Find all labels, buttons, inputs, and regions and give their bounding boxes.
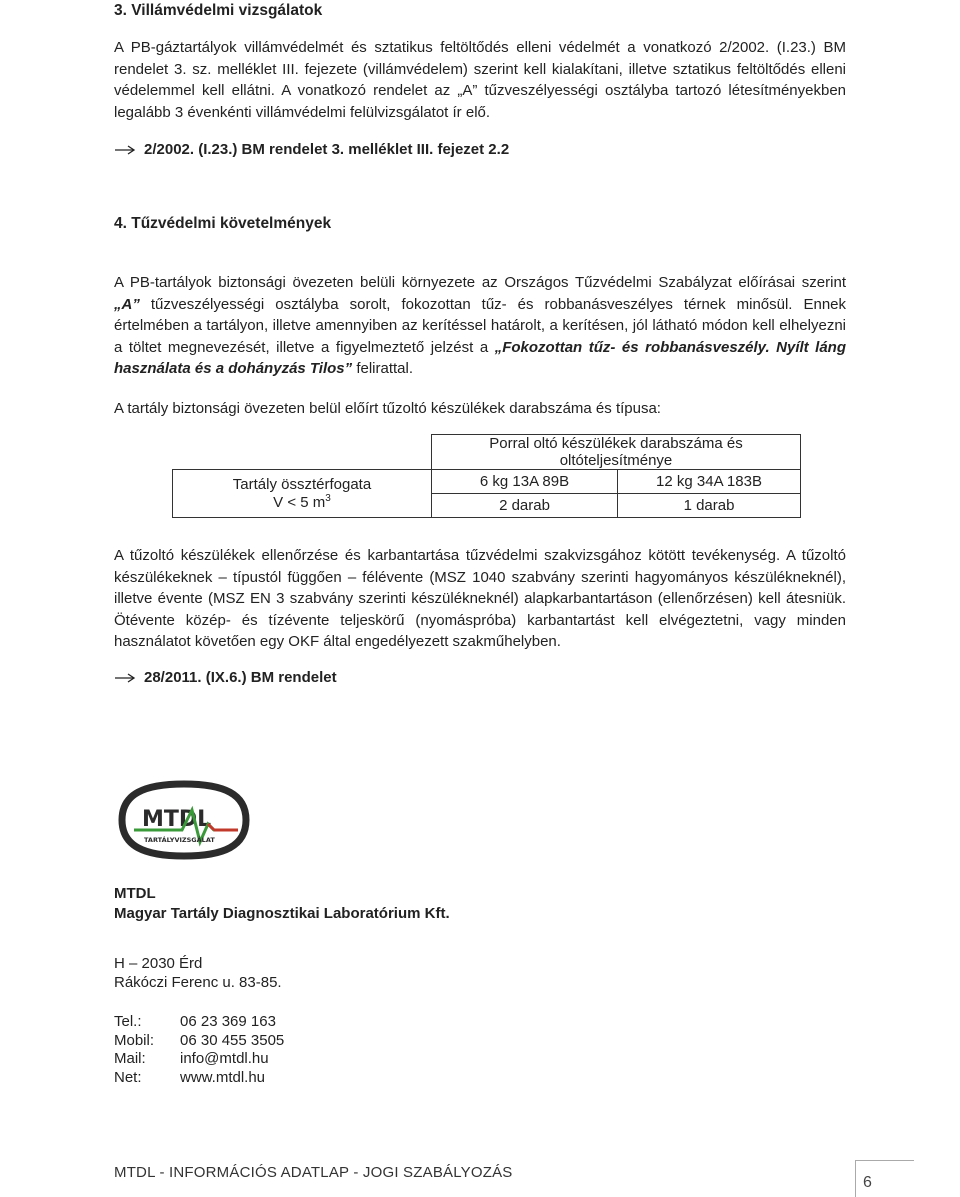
reference-text: 28/2011. (IX.6.) BM rendelet <box>144 669 337 686</box>
footer-text: MTDL - INFORMÁCIÓS ADATLAP - JOGI SZABÁLYOZÁS <box>114 1164 513 1181</box>
warning-text: „Fokozottan tűz- és robbanásveszély. Nyílt láng használata és a dohányzás Tilos” <box>114 338 847 377</box>
contact-tel <box>114 1013 450 1032</box>
bold-text: „A” <box>114 295 140 313</box>
mobil-label: Mobil: <box>114 1031 155 1049</box>
contact-net <box>114 1069 450 1088</box>
arrow-right-icon <box>114 144 136 156</box>
text-span: A PB-tartályok biztonsági övezeten belüli környezete az Országos Tűzvédelmi Szabályzat előírásai szerint <box>114 274 846 291</box>
net-label: Net: <box>114 1068 142 1086</box>
section-4-paragraph-3: A tűzoltó készülékek ellenőrzése és karbantartása tűzvédelmi szakvizsgához kötött tevékenység. A tűzoltó készülékeknek – típustól függően – félévente (MSZ 1040 szabvány szerinti hagyományos készülékneknél), illetve évente (MSZ EN 3 szabvány szerinti készülékneknél) alapkarbantartáson (ellenőrzésen) kell átesniük. Ötévente közép- és tízévente teljeskörű (nyomáspróba) karbantartást kell elvégeztetni, vagy minden használatot követően egy OKF által engedélyezett szakműhelyben. <box>114 547 846 650</box>
tel-value: 06 23 369 163 <box>180 1013 276 1030</box>
section-4-paragraph-1 <box>114 272 846 380</box>
section-3-reference <box>114 141 509 158</box>
contact-mobil <box>114 1032 450 1051</box>
table-col-2-header: 12 kg 34A 183B <box>618 470 801 494</box>
row-label-line-1: Tartály össztérfogata <box>232 476 372 493</box>
company-short: MTDL <box>114 885 156 902</box>
page-number: 6 <box>863 1174 872 1191</box>
extinguisher-table <box>172 434 801 518</box>
address-line-1: H – 2030 Érd <box>114 955 203 972</box>
company-name: Magyar Tartály Diagnosztikai Laboratórium Kft. <box>114 904 450 922</box>
section-3-title: 3. Villámvédelmi vizsgálatok <box>114 2 323 19</box>
company-block <box>114 885 450 1087</box>
tel-label: Tel.: <box>114 1013 142 1030</box>
section-4-paragraph-2: A tartály biztonsági övezeten belül előírt tűzoltó készülékek darabszáma és típusa: <box>114 400 661 417</box>
table-cell-1: 2 darab <box>432 494 618 518</box>
table-col-1-header: 6 kg 13A 89B <box>432 470 618 494</box>
reference-text: 2/2002. (I.23.) BM rendelet 3. melléklet III. fejezet 2.2 <box>144 141 510 158</box>
contact-mail <box>114 1050 450 1069</box>
mail-link[interactable]: info@mtdl.hu <box>180 1050 269 1067</box>
mtdl-logo <box>114 780 254 860</box>
arrow-right-icon <box>114 672 136 684</box>
superscript: 3 <box>325 493 331 504</box>
text-span: tűzveszélyességi osztályba sorolt, fokozottan tűz- és robbanásveszélyes térnek minősül. Ennek értelmében a tartályon, illetve amennyiben az kerítéssel határolt, a kerítésen, jól látható módon kell elhelyezni a töltet megnevezését, illetve a figyelmeztető jelzést a <box>114 295 847 356</box>
row-label-line-2 <box>173 493 431 511</box>
section-4-reference <box>114 669 337 686</box>
address-line-2: Rákóczi Ferenc u. 83-85. <box>114 973 282 991</box>
text-span: felirattal. <box>356 360 414 377</box>
mobil-value: 06 30 455 3505 <box>180 1031 285 1049</box>
table-header: Porral oltó készülékek darabszáma és oltóteljesítménye <box>432 435 801 470</box>
table-cell-2: 1 darab <box>618 494 801 518</box>
logo-subtext: TARTÁLYVIZSGÁLAT <box>144 836 215 844</box>
section-3-text-1: A PB-gáztartályok villámvédelmét és sztatikus feltöltődés elleni védelmét a vonatkozó 2/2002. (I.23.) BM rendelet 3. sz. melléklet III. fejezete (villámvédelem) szerint kell kialakítani, illetve sztatikus feltöltődés elleni védelemmel kell ellátni. <box>114 39 846 99</box>
volume-text: V < 5 m <box>273 494 326 511</box>
web-link[interactable]: www.mtdl.hu <box>180 1068 266 1086</box>
section-3-paragraph <box>114 37 846 123</box>
table-empty-corner <box>173 435 432 470</box>
section-3-text-2: A vonatkozó rendelet az „A” tűzveszélyességi osztályba tartozó létesítményekben legalább 3 évenkénti villámvédelmi felülvizsgálatot ír elő. <box>114 82 847 121</box>
logo-text: MTDL <box>142 807 212 832</box>
section-4-title: 4. Tűzvédelmi követelmények <box>114 215 332 232</box>
mail-label: Mail: <box>114 1050 146 1067</box>
table-row-label <box>173 470 432 518</box>
